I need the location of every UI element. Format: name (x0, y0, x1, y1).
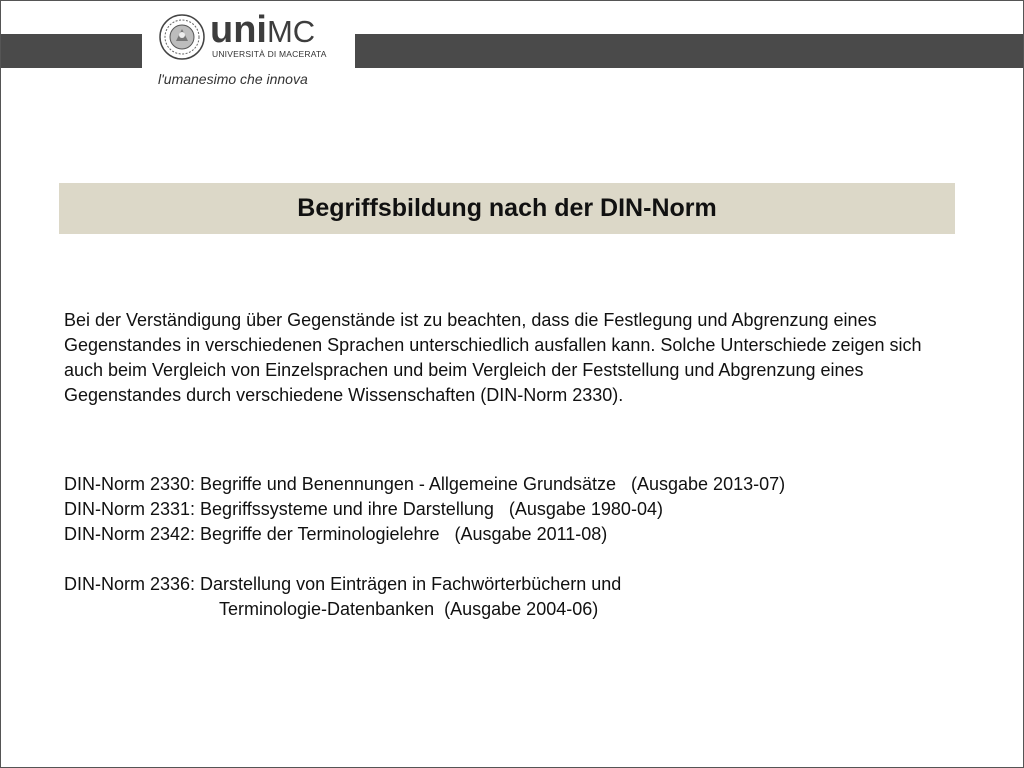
university-logo (147, 9, 350, 71)
logo-wordmark: uniMC (210, 9, 316, 51)
norm-item: DIN-Norm 2342: Begriffe der Terminologielehre (Ausgabe 2011-08) (64, 524, 608, 544)
logo-subtitle: UNIVERSITÀ DI MACERATA (212, 49, 327, 59)
university-seal-icon (159, 14, 205, 60)
tagline: l'umanesimo che innova (158, 71, 308, 87)
norm-list (64, 472, 944, 622)
header-band-right (355, 34, 1023, 68)
slide-title: Begriffsbildung nach der DIN-Norm (297, 194, 717, 222)
norm-item-2336: DIN-Norm 2336: Darstellung von Einträgen in Fachwörterbüchern und (64, 574, 622, 594)
title-bar (59, 183, 955, 234)
norm-item: DIN-Norm 2331: Begriffssysteme und ihre Darstellung (Ausgabe 1980-04) (64, 499, 663, 519)
body-paragraph: Bei der Verständigung über Gegenstände ist zu beachten, dass die Festlegung und Abgrenzung eines Gegenstandes in verschiedenen Sprachen unterschiedlich ausfallen kann. Solche Unterschiede zeigen sich auch beim Vergleich von Einzelsprachen und beim Vergleich der Feststellung und Abgrenzung eines Gegenstandes durch verschiedene Wissenschaften (DIN-Norm 2330). (64, 310, 922, 405)
norm-item: DIN-Norm 2330: Begriffe und Benennungen - Allgemeine Grundsätze (Ausgabe 2013-07) (64, 474, 786, 494)
spacer (64, 547, 944, 572)
header-band-left (1, 34, 142, 68)
norm-item-2336-continuation: Terminologie-Datenbanken (Ausgabe 2004-06) (219, 599, 599, 619)
